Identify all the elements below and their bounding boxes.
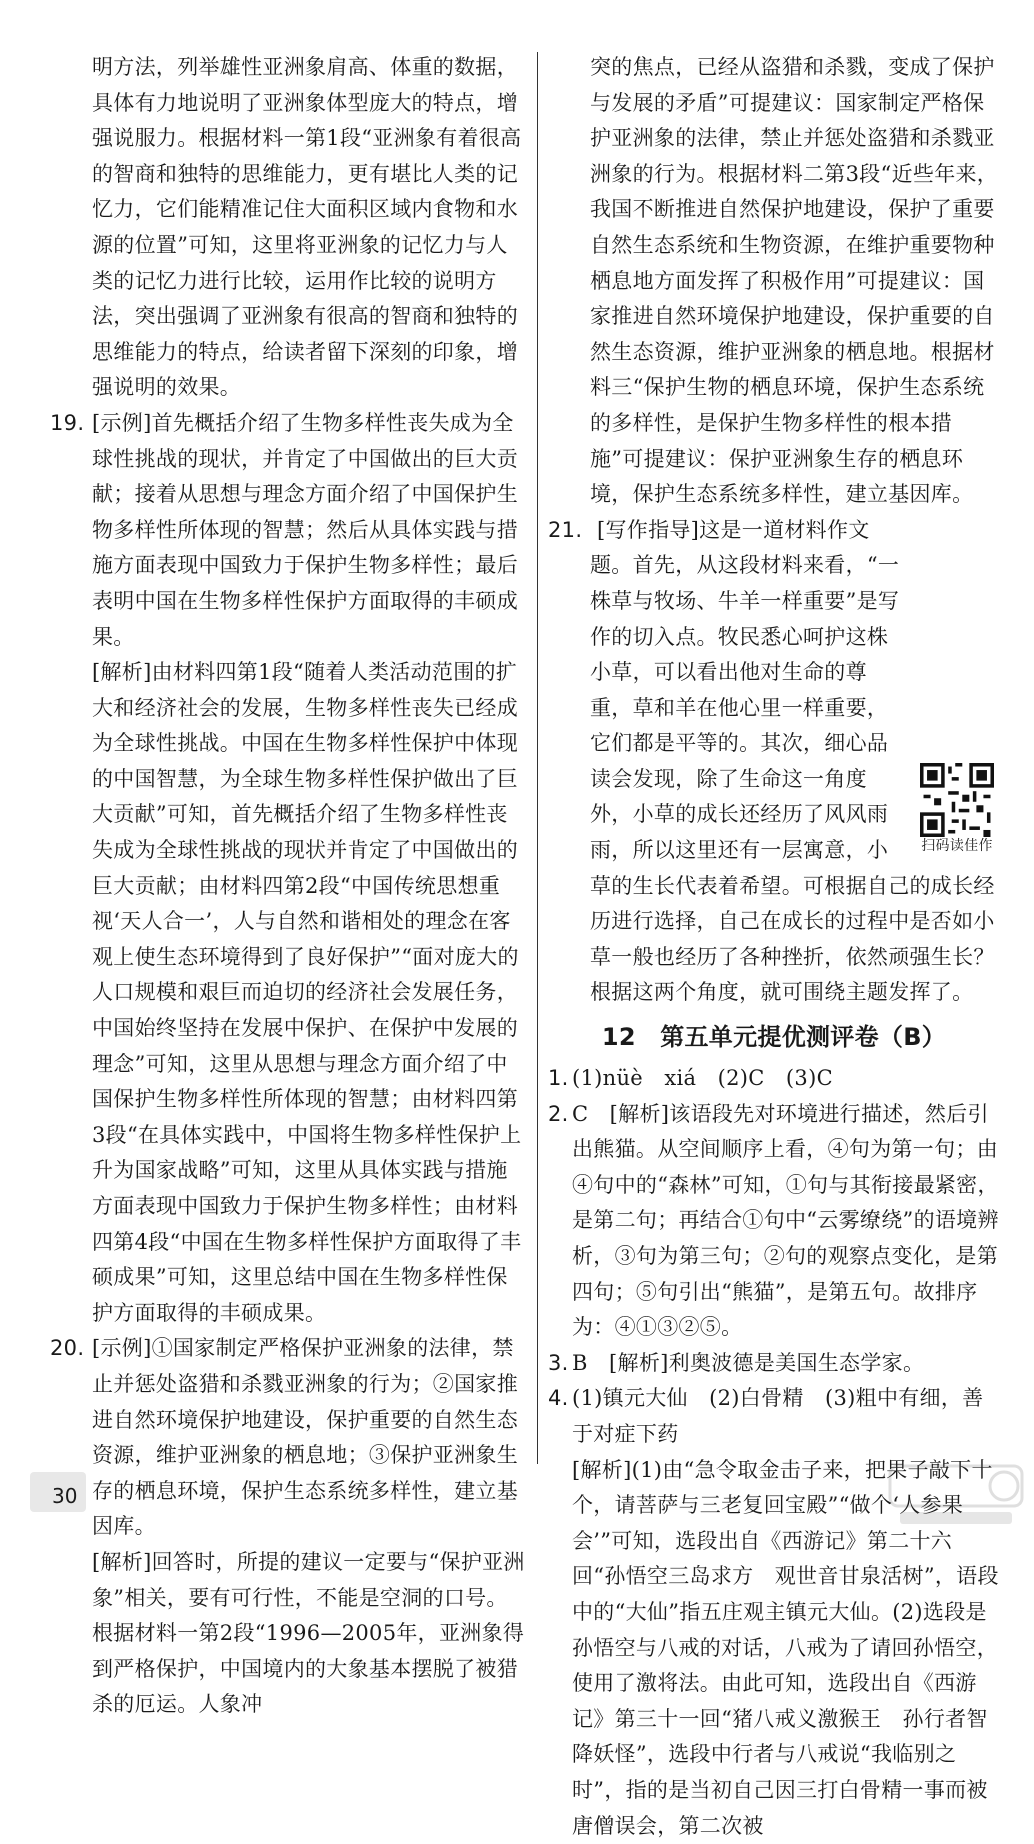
answer-19-analysis-text: 由材料四第1段“随着人类活动范围的扩大和经济社会的发展，生物多样性丧失已经成为全球性挑战。中国在生物多样性保护中体现的中国智慧，为全球生物多样性保护做出了巨大贡献”可知，首先概括介绍了生物多样性丧失成为全球性挑战的现状并肯定了中国做出的巨大贡献；由材料四第2段“中国传统思想重视‘天人合一’，人与自然和谐相处的理念在客观上使生态环境得到了良好保护”“面对庞大的人口规模和艰巨而迫切的经济社会发展任务，中国始终坚持在发展中保护、在保护中发展的理念”可知，这里从思想与理念方面介绍了中国保护生物多样性所体现的智慧；由材料四第3段“在具体实践中，中国将生物多样性保护上升为国家战略”可知，这里从具体实践与措施方面表现中国致力于保护生物多样性；由材料四第4段“中国在生物多样性保护方面取得了丰硕成果”可知，这里总结中国在生物多样性保护方面取得的丰硕成果。 <box>92 660 522 1325</box>
column-divider <box>537 52 538 1464</box>
answer-21-number: 21. <box>548 517 583 542</box>
answer-3-choice: B <box>572 1350 610 1375</box>
answer-20-analysis <box>50 1545 528 1723</box>
answer-3 <box>548 1346 1000 1382</box>
qr-code-block[interactable] <box>914 763 1000 855</box>
answer-20 <box>50 1331 528 1545</box>
answer-20-number: 20. <box>50 1336 85 1361</box>
answer-2 <box>548 1097 1000 1346</box>
answer-20-continuation: 突的焦点，已经从盗猎和杀戮，变成了保护与发展的矛盾”可提建议：国家制定严格保护亚洲象的法律，禁止并惩处盗猎和杀戮亚洲象的行为。根据材料二第3段“近些年来，我国不断推进自然保护地建设，保护了重要自然生态系统和生物资源，在维护重要物种栖息地方面发挥了积极作用”可提建议：国家推进自然环境保护地建设，保护重要的自然生态资源，维护亚洲象的栖息地。根据材料三“保护生物的栖息环境，保护生态系统的多样性，是保护生物多样性的根本措施”可提建议：保护亚洲象生存的栖息环境，保护生态系统多样性，建立基因库。 <box>590 55 999 507</box>
answer-19-text: 首先概括介绍了生物多样性丧失成为全球性挑战的现状，并肯定了中国做出的巨大贡献；接着从思想与理念方面介绍了中国保护生物多样性所体现的智慧；然后从具体实践与措施方面表现中国致力于保护生物多样性；最后表明中国在生物多样性保护方面取得的丰硕成果。 <box>92 410 518 649</box>
section-title: 12 第五单元提优测评卷（B） <box>601 1023 947 1052</box>
answer-1-number: 1. <box>548 1066 569 1091</box>
answer-21-guide-tag: [写作指导] <box>596 517 700 542</box>
qr-code-icon[interactable] <box>920 763 994 837</box>
answer-19 <box>50 406 528 655</box>
answer-4-number: 4. <box>548 1386 569 1411</box>
answer-19-example-tag: [示例] <box>92 410 152 435</box>
right-column <box>548 50 1000 1844</box>
answer-1 <box>548 1061 1000 1097</box>
page-number: 30 <box>52 1484 78 1508</box>
answer-21 <box>548 513 1000 1011</box>
qr-code-caption: 扫码读佳作 <box>921 837 993 854</box>
watermark-logo <box>886 1460 1026 1530</box>
answer-20-analysis-text: 回答时，所提的建议一定要与“保护亚洲象”相关，要有可行性，不能是空洞的口号。根据材料一第2段“1996—2005年，亚洲象得到严格保护，中国境内的大象基本摆脱了被猎杀的厄运。人象冲 <box>92 1549 525 1717</box>
answer-2-analysis-text: 该语段先对环境进行描述，然后引出熊猫。从空间顺序上看，④句为第一句；由④句中的“森林”可知，①句与其衔接最紧密，是第二句；再结合①句中“云雾缭绕”的语境辨析，③句为第三句；②句的观察点变化，是第四句；⑤句引出“熊猫”，是第五句。故排序为：④①③②⑤。 <box>572 1101 999 1340</box>
answer-4-analysis-text: (1)由“急令取金击子来，把果子敲下十个，请菩萨与三老复回宝殿”“做个‘人参果会’”可知，选段出自《西游记》第二十六回“孙悟空三岛求方 观世音甘泉活树”，语段中的“大仙”指五庄观主镇元大仙。(2)选段是孙悟空与八戒的对话，八戒为了请回孙悟空，使用了激将法。由此可知，选段出自《西游记》第三十一回“猪八戒义激猴王 孙行者智降妖怪”，选段中行者与八戒说“我临别之时”，指的是当初自己因三打白骨精一事而被唐僧误会，第二次被 <box>572 1457 999 1838</box>
answer-4 <box>548 1381 1000 1452</box>
answer-3-analysis-tag: [解析] <box>609 1350 669 1375</box>
answer-4-analysis-tag: [解析] <box>572 1457 632 1482</box>
answer-19-analysis-tag: [解析] <box>92 660 152 685</box>
answer-2-number: 2. <box>548 1101 569 1126</box>
answer-3-number: 3. <box>548 1350 569 1375</box>
answer-20-analysis-tag: [解析] <box>92 1549 152 1574</box>
answer-21-text: 这是一道材料作文题。首先，从这段材料来看，“一株草与牧场、牛羊一样重要”是写作的切入点。牧民悉心呵护这株小草，可以看出他对生命的尊重，草和羊在他心里一样重要，它们都是平等的。其次，细心品读会发现，除了生命这一角度外，小草的成长还经历了风风雨雨，所以这里还有一层寓意，小草的生长代表着希望。可根据自己的成长经历进行选择，自己在成长的过程中是否如小草一般也经历了各种挫折，依然顽强生长？根据这两个角度，就可围绕主题发挥了。 <box>590 517 995 1005</box>
answer-20-text: ①国家制定严格保护亚洲象的法律，禁止并惩处盗猎和杀戮亚洲象的行为；②国家推进自然环境保护地建设，保护重要的自然生态资源，维护亚洲象的栖息地；③保护亚洲象生存的栖息环境，保护生态系统多样性，建立基因库。 <box>92 1336 518 1539</box>
answer-4-text: (1)镇元大仙 (2)白骨精 (3)粗中有细，善于对症下药 <box>572 1386 984 1446</box>
answer-2-analysis-tag: [解析] <box>609 1101 670 1126</box>
q18-continuation: 明方法，列举雄性亚洲象肩高、体重的数据，具体有力地说明了亚洲象体型庞大的特点，增强说服力。根据材料一第1段“亚洲象有着很高的智商和独特的思维能力，更有堪比人类的记忆力，它们能精准记住大面积区域内食物和水源的位置”可知，这里将亚洲象的记忆力与人类的记忆力进行比较，运用作比较的说明方法，突出强调了亚洲象有很高的智商和独特的思维能力的特点，给读者留下深刻的印象，增强说明的效果。 <box>92 55 522 400</box>
answer-3-analysis-text: 利奥波德是美国生态学家。 <box>668 1350 925 1375</box>
left-column <box>50 50 528 1723</box>
answer-20-example-tag: [示例] <box>92 1336 152 1361</box>
answer-19-number: 19. <box>50 410 85 435</box>
answer-19-analysis <box>50 655 528 1331</box>
answer-2-choice: C <box>572 1101 610 1126</box>
answer-1-text: (1)nüè xiá (2)C (3)C <box>572 1066 833 1091</box>
